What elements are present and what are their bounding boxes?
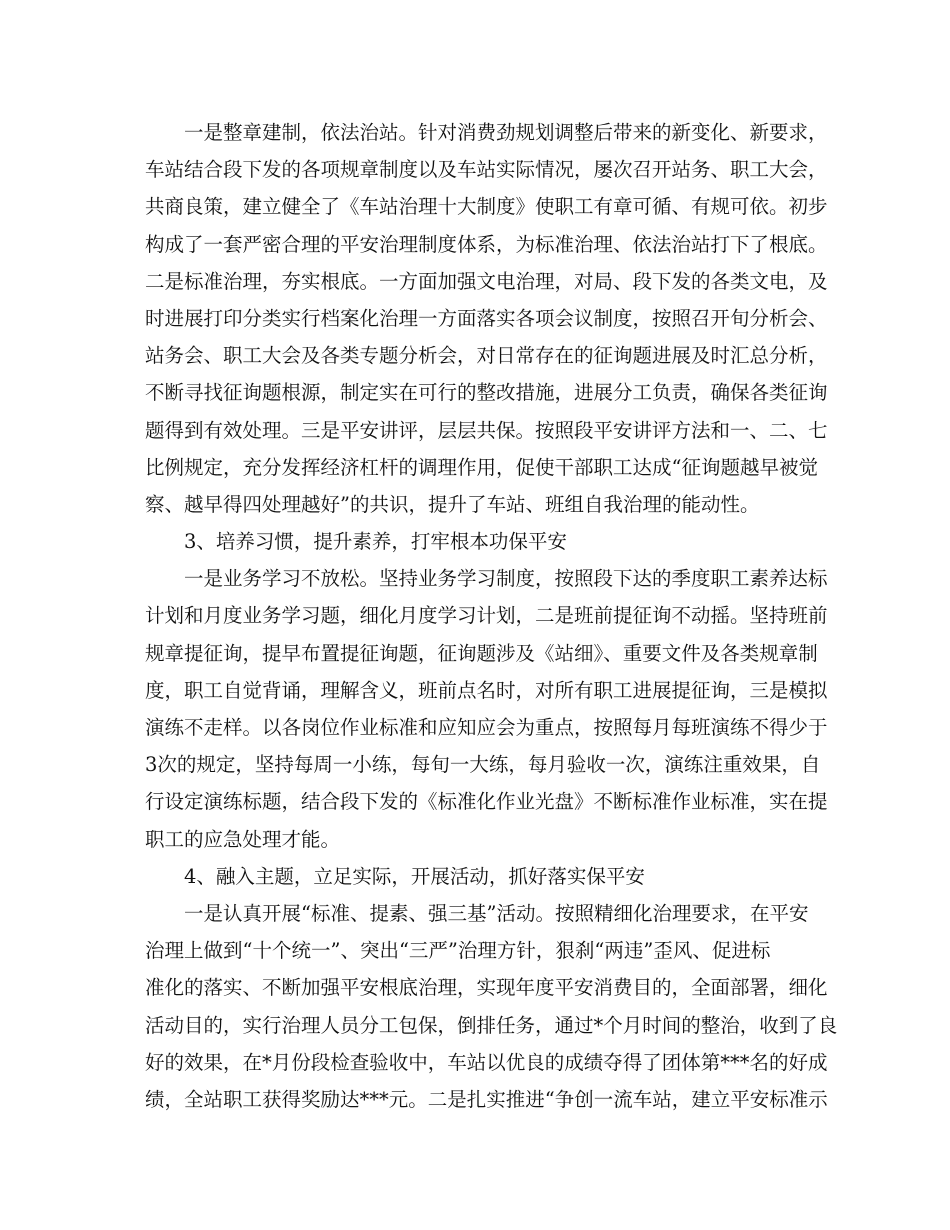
text-line: 计划和月度业务学习题，细化月度学习计划，二是班前提征询不动摇。坚持班前 <box>145 604 828 628</box>
text-line: 一是业务学习不放松。坚持业务学习制度，按照段下达的季度职工素养达标 <box>184 567 828 591</box>
text-line: 行设定演练标题，结合段下发的《标准化作业光盘》不断标准作业标准，实在提 <box>145 790 828 814</box>
text-line: 规章提征询，提早布置提征询题，征询题涉及《站细》、重要文件及各类规章制 <box>145 641 818 665</box>
text-line: 活动目的，实行治理人员分工包保，倒排任务，通过*个月时间的整治，收到了良 <box>145 1013 838 1037</box>
text-line: 题得到有效处理。三是平安讲评，层层共保。按照段平安讲评方法和一、二、七 <box>145 418 828 442</box>
body-text <box>145 114 838 1118</box>
text-line: 构成了一套严密合理的平安治理制度体系，为标准治理、依法治站打下了根底。 <box>145 232 828 256</box>
text-line: 度，职工自觉背诵，理解含义，班前点名时，对所有职工进展提征询，三是模拟 <box>145 678 828 702</box>
text-line: 绩，全站职工获得奖励达***元。二是扎实推进“争创一流车站，建立平安标准示 <box>145 1087 828 1111</box>
text-line: 职工的应急处理才能。 <box>145 827 341 851</box>
text-line: 共商良策，建立健全了《车站治理十大制度》使职工有章可循、有规可依。初步 <box>145 195 828 219</box>
text-line: 演练不走样。以各岗位作业标准和应知应会为重点，按照每月每班演练不得少于 <box>145 716 828 739</box>
text-line: 时进展打印分类实行档案化治理一方面落实各项会议制度，按照召开旬分析会、 <box>145 306 828 330</box>
text-line: 准化的落实、不断加强平安根底治理，实现年度平安消费目的，全面部署，细化 <box>145 976 828 1000</box>
text-line: 察、越早得四处理越好”的共识，提升了车站、班组自我治理的能动性。 <box>145 492 760 516</box>
text-line: 4、融入主题，立足实际，开展活动，抓好落实保平安 <box>184 864 645 888</box>
text-line: 比例规定，充分发挥经济杠杆的调理作用，促使干部职工达成“征询题越早被觉 <box>145 455 818 479</box>
text-line: 站务会、职工大会及各类专题分析会，对日常存在的征询题进展及时汇总分析， <box>145 344 828 368</box>
text-line: 二是标准治理，夯实根底。一方面加强文电治理，对局、段下发的各类文电，及 <box>145 269 828 293</box>
text-line: 一是整章建制，依法治站。针对消费劲规划调整后带来的新变化、新要求， <box>184 121 828 144</box>
text-line: 不断寻找征询题根源，制定实在可行的整改措施，进展分工负责，确保各类征询 <box>145 381 828 405</box>
text-line: 一是认真开展“标准、提素、强三基”活动。按照精细化治理要求，在平安 <box>184 901 809 925</box>
text-line: 治理上做到“十个统一”、突出“三严”治理方针，狠刹“两违”歪风、促进标 <box>145 939 771 963</box>
text-line: 3次的规定，坚持每周一小练，每旬一大练，每月验收一次，演练注重效果，自 <box>145 753 821 777</box>
text-line: 车站结合段下发的各项规章制度以及车站实际情况，屡次召开站务、职工大会， <box>145 158 828 182</box>
text-line: 3、培养习惯，提升素养，打牢根本功保平安 <box>184 530 567 554</box>
text-line: 好的效果，在*月份段检查验收中，车站以优良的成绩夺得了团体第***名的好成 <box>145 1050 828 1074</box>
